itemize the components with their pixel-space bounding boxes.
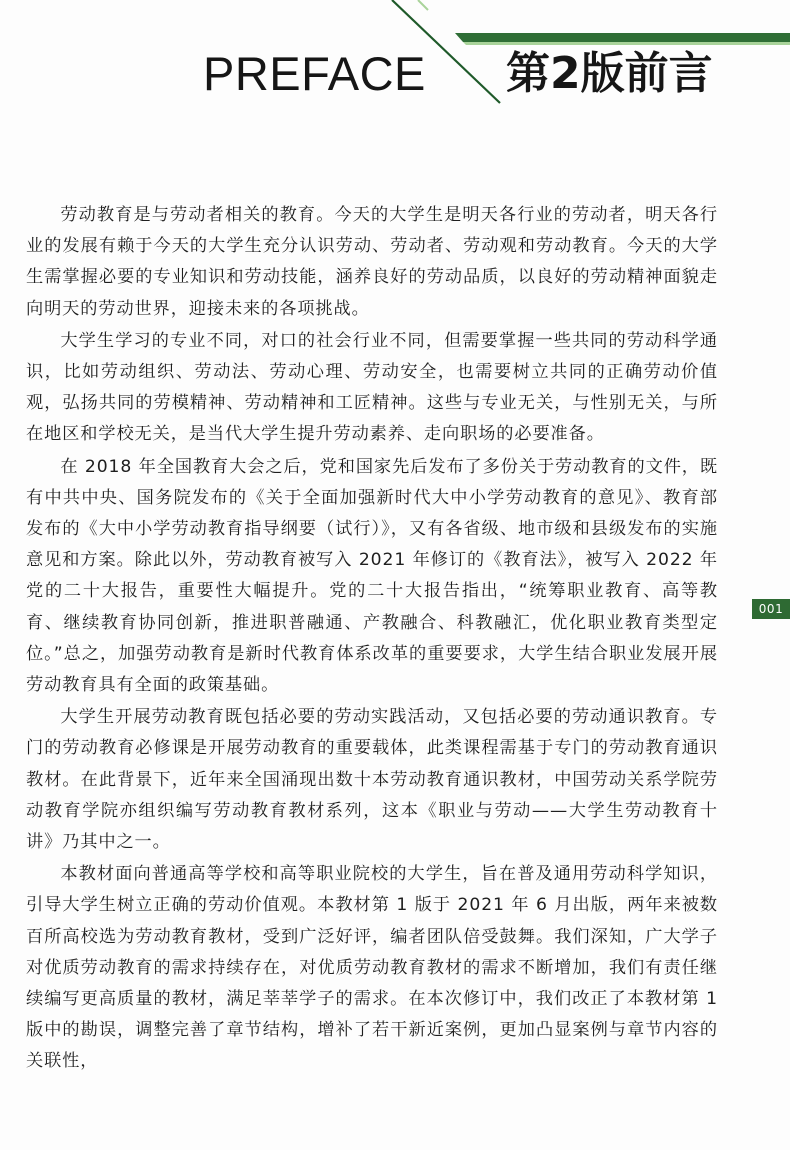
paragraph: 本教材面向普通高等学校和高等职业院校的大学生，旨在普及通用劳动科学知识，引导大学生树立正确的劳动价值观。本教材第 1 版于 2021 年 6 月出版，两年来被数百所高校选为劳动教育教材，受到广泛好评，编者团队倍受鼓舞。我们深知，广大学子对优质劳动教育的需求持续存在，对优质劳动教育教材的需求不断增加，我们有责任继续编写更高质量的教材，满足莘莘学子的需求。在本次修订中，我们改正了本教材第 1 版中的勘误，调整完善了章节结构，增补了若干新近案例，更加凸显案例与章节内容的关联性， (26, 864, 718, 1072)
header-green-band (455, 33, 790, 42)
header-title-en: PREFACE (203, 47, 426, 100)
header-light-band (463, 42, 790, 45)
header-title-cn: 第2版前言 (506, 48, 713, 99)
paragraph: 大学生学习的专业不同，对口的社会行业不同，但需要掌握一些共同的劳动科学通识，比如劳动组织、劳动法、劳动心理、劳动安全，也需要树立共同的正确劳动价值观，弘扬共同的劳模精神、劳动精神和工匠精神。这些与专业无关，与性别无关，与所在地区和学校无关，是当代大学生提升劳动素养、走向职场的必要准备。 (26, 330, 718, 445)
paragraph: 在 2018 年全国教育大会之后，党和国家先后发布了多份关于劳动教育的文件，既有中共中央、国务院发布的《关于全面加强新时代大中小学劳动教育的意见》、教育部发布的《大中小学劳动教育指导纲要（试行）》，又有各省级、地市级和县级发布的实施意见和方案。除此以外，劳动教育被写入 2021 年修订的《教育法》，被写入 2022 年党的二十大报告，重要性大幅提升。党的二十大报告指出，“统筹职业教育、高等教育、继续教育协同创新，推进职普融通、产教融合、科教融汇，优化职业教育类型定位。”总之，加强劳动教育是新时代教育体系改革的重要要求，大学生结合职业发展开展劳动教育具有全面的政策基础。 (26, 456, 718, 696)
preface-body (26, 200, 718, 1079)
paragraph: 劳动教育是与劳动者相关的教育。今天的大学生是明天各行业的劳动者，明天各行业的发展有赖于今天的大学生充分认识劳动、劳动者、劳动观和劳动教育。今天的大学生需掌握必要的专业知识和劳动技能，涵养良好的劳动品质，以良好的劳动精神面貌走向明天的劳动世界，迎接未来的各项挑战。 (26, 205, 718, 319)
page-number-tab: 001 (752, 599, 790, 619)
header-light-line (418, 0, 428, 10)
paragraph: 大学生开展劳动教育既包括必要的劳动实践活动，又包括必要的劳动通识教育。专门的劳动教育必修课是开展劳动教育的重要载体，此类课程需基于专门的劳动教育通识教材。在此背景下，近年来全国涌现出数十本劳动教育通识教材，中国劳动关系学院劳动教育学院亦组织编写劳动教育教材系列，这本《职业与劳动——大学生劳动教育十讲》乃其中之一。 (26, 707, 718, 853)
